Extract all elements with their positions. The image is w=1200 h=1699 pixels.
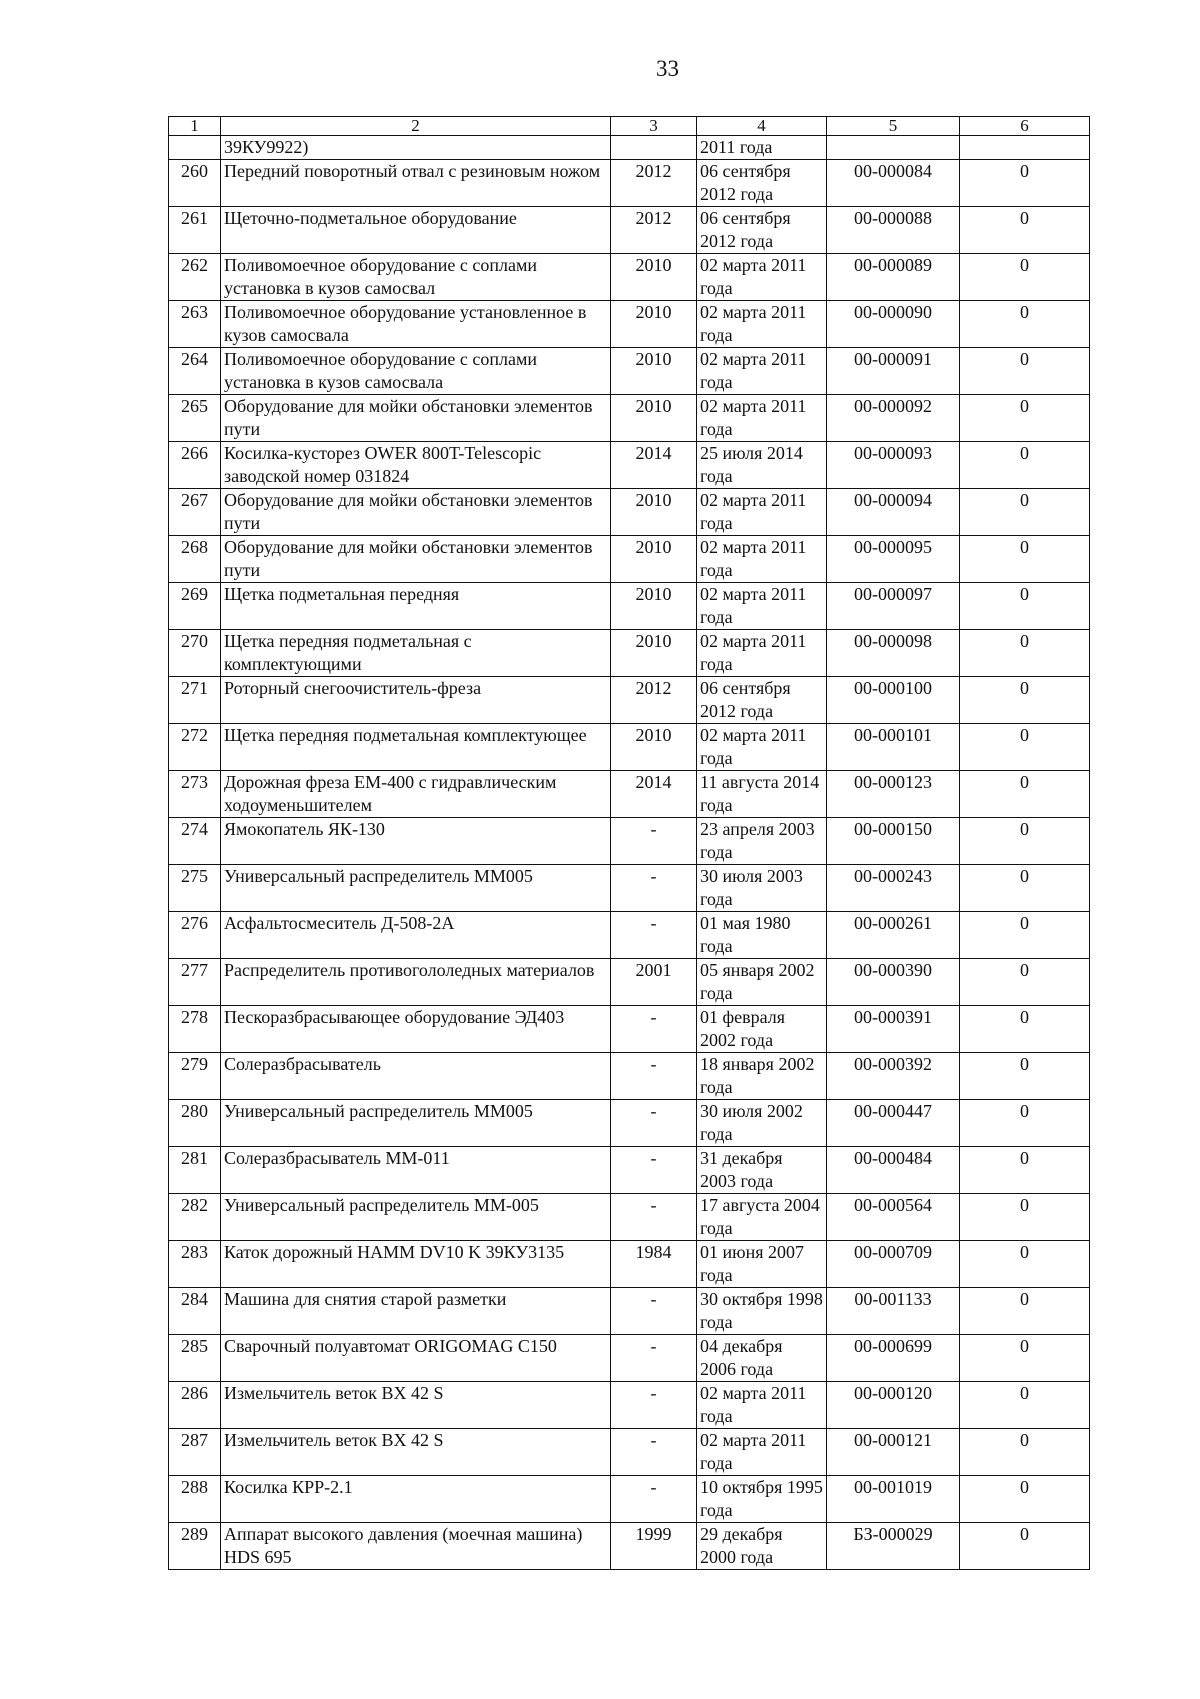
year-cell: - (611, 1476, 697, 1523)
date-cell: 02 марта 2011 года (697, 1429, 827, 1476)
item-name-cell: Щетка подметальная передняя (221, 583, 611, 630)
row-number-cell: 263 (169, 301, 221, 348)
value-cell: 0 (960, 583, 1090, 630)
item-name-cell: Оборудование для мойки обстановки элементов пути (221, 395, 611, 442)
page-number: 33 (656, 56, 679, 81)
value-cell: 0 (960, 160, 1090, 207)
value-cell: 0 (960, 1382, 1090, 1429)
item-name-cell: Щетка передняя подметальная с комплектующими (221, 630, 611, 677)
year-cell (611, 136, 697, 160)
inventory-code-cell: 00-000564 (827, 1194, 960, 1241)
row-number-cell: 282 (169, 1194, 221, 1241)
date-cell: 30 июля 2003 года (697, 865, 827, 912)
table-row (169, 630, 1090, 677)
row-number-cell: 266 (169, 442, 221, 489)
inventory-code-cell: 00-000088 (827, 207, 960, 254)
table-row (169, 771, 1090, 818)
continuation-row (169, 136, 1090, 160)
row-number-cell: 271 (169, 677, 221, 724)
date-cell: 06 сентября 2012 года (697, 207, 827, 254)
table-row (169, 912, 1090, 959)
table-row (169, 254, 1090, 301)
row-number-cell: 270 (169, 630, 221, 677)
value-cell: 0 (960, 1241, 1090, 1288)
table-row (169, 1382, 1090, 1429)
inventory-code-cell: 00-000084 (827, 160, 960, 207)
item-name-cell: Оборудование для мойки обстановки элементов пути (221, 536, 611, 583)
table-row (169, 959, 1090, 1006)
value-cell: 0 (960, 771, 1090, 818)
table-row (169, 818, 1090, 865)
inventory-code-cell: 00-000123 (827, 771, 960, 818)
table-row (169, 442, 1090, 489)
item-name-cell: Аппарат высокого давления (моечная машина) HDS 695 (221, 1523, 611, 1570)
inventory-code-cell: 00-000150 (827, 818, 960, 865)
inventory-code-cell: 00-000699 (827, 1335, 960, 1382)
date-cell: 23 апреля 2003 года (697, 818, 827, 865)
date-cell: 02 марта 2011 года (697, 301, 827, 348)
date-cell: 30 октября 1998 года (697, 1288, 827, 1335)
table-row (169, 348, 1090, 395)
date-cell: 11 августа 2014 года (697, 771, 827, 818)
inventory-code-cell: 00-000709 (827, 1241, 960, 1288)
table-row (169, 536, 1090, 583)
date-cell: 01 мая 1980 года (697, 912, 827, 959)
item-name-cell: Передний поворотный отвал с резиновым ножом (221, 160, 611, 207)
date-cell: 17 августа 2004 года (697, 1194, 827, 1241)
inventory-code-cell: 00-000447 (827, 1100, 960, 1147)
table-row (169, 207, 1090, 254)
table-row (169, 1100, 1090, 1147)
item-name-cell: Ямокопатель ЯК-130 (221, 818, 611, 865)
date-cell: 01 июня 2007 года (697, 1241, 827, 1288)
value-cell: 0 (960, 1335, 1090, 1382)
year-cell: 2010 (611, 536, 697, 583)
table-row (169, 160, 1090, 207)
inventory-code-cell: 00-000121 (827, 1429, 960, 1476)
date-cell: 06 сентября 2012 года (697, 677, 827, 724)
year-cell: - (611, 912, 697, 959)
value-cell: 0 (960, 1006, 1090, 1053)
value-cell: 0 (960, 1100, 1090, 1147)
item-name-cell: Солеразбрасыватель ММ-011 (221, 1147, 611, 1194)
date-cell: 02 марта 2011 года (697, 536, 827, 583)
value-cell: 0 (960, 1523, 1090, 1570)
item-name-cell: Пескоразбрасывающее оборудование ЭД403 (221, 1006, 611, 1053)
item-name-cell: Щетка передняя подметальная комплектующее (221, 724, 611, 771)
inventory-code-cell: 00-000095 (827, 536, 960, 583)
value-cell: 0 (960, 959, 1090, 1006)
value-cell: 0 (960, 395, 1090, 442)
value-cell: 0 (960, 1147, 1090, 1194)
row-number-cell: 287 (169, 1429, 221, 1476)
year-cell: - (611, 1382, 697, 1429)
date-cell: 02 марта 2011 года (697, 724, 827, 771)
column-number: 6 (960, 117, 1090, 136)
table-row (169, 1147, 1090, 1194)
item-name-cell: Измельчитель веток BX 42 S (221, 1382, 611, 1429)
year-cell: - (611, 1335, 697, 1382)
row-number-cell: 286 (169, 1382, 221, 1429)
date-cell: 02 марта 2011 года (697, 348, 827, 395)
row-number-cell: 268 (169, 536, 221, 583)
inventory-code-cell: 00-000391 (827, 1006, 960, 1053)
table-row (169, 1194, 1090, 1241)
item-name-cell: Поливомоечное оборудование с соплами установка в кузов самосвал (221, 254, 611, 301)
value-cell: 0 (960, 442, 1090, 489)
item-name-cell: Косилка КРР-2.1 (221, 1476, 611, 1523)
inventory-code-cell: БЗ-000029 (827, 1523, 960, 1570)
column-number: 2 (221, 117, 611, 136)
item-name-cell: Солеразбрасыватель (221, 1053, 611, 1100)
year-cell: - (611, 1288, 697, 1335)
row-number-cell: 277 (169, 959, 221, 1006)
inventory-code-cell: 00-000092 (827, 395, 960, 442)
inventory-table-body (169, 117, 1090, 1570)
inventory-code-cell: 00-000091 (827, 348, 960, 395)
value-cell: 0 (960, 1429, 1090, 1476)
year-cell: 2012 (611, 160, 697, 207)
year-cell: - (611, 818, 697, 865)
column-number: 1 (169, 117, 221, 136)
table-row (169, 1476, 1090, 1523)
date-cell: 06 сентября 2012 года (697, 160, 827, 207)
date-cell: 31 декабря 2003 года (697, 1147, 827, 1194)
table-row (169, 1335, 1090, 1382)
item-name-cell: Роторный снегоочиститель-фреза (221, 677, 611, 724)
inventory-code-cell: 00-000093 (827, 442, 960, 489)
row-number-cell: 280 (169, 1100, 221, 1147)
inventory-code-cell: 00-000261 (827, 912, 960, 959)
item-name-cell: Универсальный распределитель ММ-005 (221, 1194, 611, 1241)
item-name-cell: Асфальтосмеситель Д-508-2А (221, 912, 611, 959)
inventory-code-cell: 00-000090 (827, 301, 960, 348)
inventory-code-cell (827, 136, 960, 160)
value-cell: 0 (960, 1476, 1090, 1523)
date-cell: 02 марта 2011 года (697, 1382, 827, 1429)
item-name-cell: Оборудование для мойки обстановки элементов пути (221, 489, 611, 536)
value-cell (960, 136, 1090, 160)
year-cell: - (611, 1429, 697, 1476)
date-cell: 02 марта 2011 года (697, 395, 827, 442)
row-number-cell: 272 (169, 724, 221, 771)
year-cell: 2001 (611, 959, 697, 1006)
row-number-cell: 269 (169, 583, 221, 630)
date-cell: 04 декабря 2006 года (697, 1335, 827, 1382)
row-number-cell: 281 (169, 1147, 221, 1194)
year-cell: 1999 (611, 1523, 697, 1570)
date-cell: 02 марта 2011 года (697, 583, 827, 630)
value-cell: 0 (960, 724, 1090, 771)
value-cell: 0 (960, 536, 1090, 583)
row-number-cell: 260 (169, 160, 221, 207)
table-row (169, 1241, 1090, 1288)
year-cell: 2014 (611, 442, 697, 489)
row-number-cell: 274 (169, 818, 221, 865)
row-number-cell: 288 (169, 1476, 221, 1523)
row-number-cell: 262 (169, 254, 221, 301)
row-number-cell: 273 (169, 771, 221, 818)
year-cell: 2010 (611, 630, 697, 677)
date-cell: 30 июля 2002 года (697, 1100, 827, 1147)
inventory-code-cell: 00-000390 (827, 959, 960, 1006)
item-name-cell: Косилка-кусторез OWER 800T-Telescopic заводской номер 031824 (221, 442, 611, 489)
date-cell: 25 июля 2014 года (697, 442, 827, 489)
value-cell: 0 (960, 677, 1090, 724)
row-number-cell (169, 136, 221, 160)
year-cell: 2010 (611, 254, 697, 301)
item-name-cell: Сварочный полуавтомат ORIGOMAG C150 (221, 1335, 611, 1382)
year-cell: 2010 (611, 724, 697, 771)
row-number-cell: 261 (169, 207, 221, 254)
item-name-cell: Каток дорожный HAMM DV10 K 39КУ3135 (221, 1241, 611, 1288)
row-number-cell: 289 (169, 1523, 221, 1570)
column-number-row (169, 117, 1090, 136)
value-cell: 0 (960, 489, 1090, 536)
table-row (169, 865, 1090, 912)
value-cell: 0 (960, 348, 1090, 395)
date-cell: 05 января 2002 года (697, 959, 827, 1006)
year-cell: - (611, 1194, 697, 1241)
item-name-cell: Измельчитель веток BX 42 S (221, 1429, 611, 1476)
item-name-cell: Универсальный распределитель ММ005 (221, 1100, 611, 1147)
inventory-code-cell: 00-000484 (827, 1147, 960, 1194)
value-cell: 0 (960, 865, 1090, 912)
inventory-code-cell: 00-000098 (827, 630, 960, 677)
year-cell: 2010 (611, 583, 697, 630)
item-name-cell: Машина для снятия старой разметки (221, 1288, 611, 1335)
row-number-cell: 276 (169, 912, 221, 959)
item-name-cell: Поливомоечное оборудование установленное в кузов самосвала (221, 301, 611, 348)
year-cell: - (611, 1100, 697, 1147)
year-cell: - (611, 1053, 697, 1100)
date-cell: 02 марта 2011 года (697, 630, 827, 677)
value-cell: 0 (960, 1288, 1090, 1335)
value-cell: 0 (960, 254, 1090, 301)
year-cell: - (611, 1147, 697, 1194)
value-cell: 0 (960, 912, 1090, 959)
inventory-code-cell: 00-000392 (827, 1053, 960, 1100)
row-number-cell: 283 (169, 1241, 221, 1288)
inventory-code-cell: 00-000097 (827, 583, 960, 630)
year-cell: 1984 (611, 1241, 697, 1288)
item-name-cell: Дорожная фреза ЕМ-400 с гидравлическим ходоуменьшителем (221, 771, 611, 818)
year-cell: 2012 (611, 207, 697, 254)
inventory-code-cell: 00-000100 (827, 677, 960, 724)
row-number-cell: 279 (169, 1053, 221, 1100)
item-name-cell: Распределитель противогололедных материалов (221, 959, 611, 1006)
row-number-cell: 265 (169, 395, 221, 442)
column-number: 3 (611, 117, 697, 136)
value-cell: 0 (960, 207, 1090, 254)
table-row (169, 1006, 1090, 1053)
date-cell: 18 января 2002 года (697, 1053, 827, 1100)
date-cell: 02 марта 2011 года (697, 489, 827, 536)
table-row (169, 1429, 1090, 1476)
table-row (169, 1053, 1090, 1100)
date-cell: 2011 года (697, 136, 827, 160)
inventory-code-cell: 00-000089 (827, 254, 960, 301)
year-cell: 2012 (611, 677, 697, 724)
row-number-cell: 275 (169, 865, 221, 912)
item-name-cell: Универсальный распределитель ММ005 (221, 865, 611, 912)
table-row (169, 583, 1090, 630)
table-row (169, 395, 1090, 442)
date-cell: 10 октября 1995 года (697, 1476, 827, 1523)
inventory-code-cell: 00-000094 (827, 489, 960, 536)
year-cell: 2010 (611, 301, 697, 348)
row-number-cell: 278 (169, 1006, 221, 1053)
year-cell: 2010 (611, 395, 697, 442)
column-number: 5 (827, 117, 960, 136)
row-number-cell: 284 (169, 1288, 221, 1335)
inventory-table (168, 116, 1090, 1570)
inventory-code-cell: 00-001133 (827, 1288, 960, 1335)
value-cell: 0 (960, 1053, 1090, 1100)
value-cell: 0 (960, 1194, 1090, 1241)
table-row (169, 489, 1090, 536)
year-cell: 2014 (611, 771, 697, 818)
inventory-code-cell: 00-000243 (827, 865, 960, 912)
table-row (169, 677, 1090, 724)
column-number: 4 (697, 117, 827, 136)
table-row (169, 724, 1090, 771)
value-cell: 0 (960, 818, 1090, 865)
year-cell: - (611, 865, 697, 912)
item-name-cell: Щеточно-подметальное оборудование (221, 207, 611, 254)
row-number-cell: 267 (169, 489, 221, 536)
year-cell: 2010 (611, 348, 697, 395)
table-row (169, 1523, 1090, 1570)
inventory-code-cell: 00-000120 (827, 1382, 960, 1429)
table-row (169, 301, 1090, 348)
inventory-code-cell: 00-000101 (827, 724, 960, 771)
item-name-cell: Поливомоечное оборудование с соплами установка в кузов самосвала (221, 348, 611, 395)
table-row (169, 1288, 1090, 1335)
date-cell: 02 марта 2011 года (697, 254, 827, 301)
year-cell: 2010 (611, 489, 697, 536)
row-number-cell: 264 (169, 348, 221, 395)
row-number-cell: 285 (169, 1335, 221, 1382)
item-name-cell: 39КУ9922) (221, 136, 611, 160)
date-cell: 01 февраля 2002 года (697, 1006, 827, 1053)
inventory-code-cell: 00-001019 (827, 1476, 960, 1523)
value-cell: 0 (960, 630, 1090, 677)
value-cell: 0 (960, 301, 1090, 348)
date-cell: 29 декабря 2000 года (697, 1523, 827, 1570)
year-cell: - (611, 1006, 697, 1053)
